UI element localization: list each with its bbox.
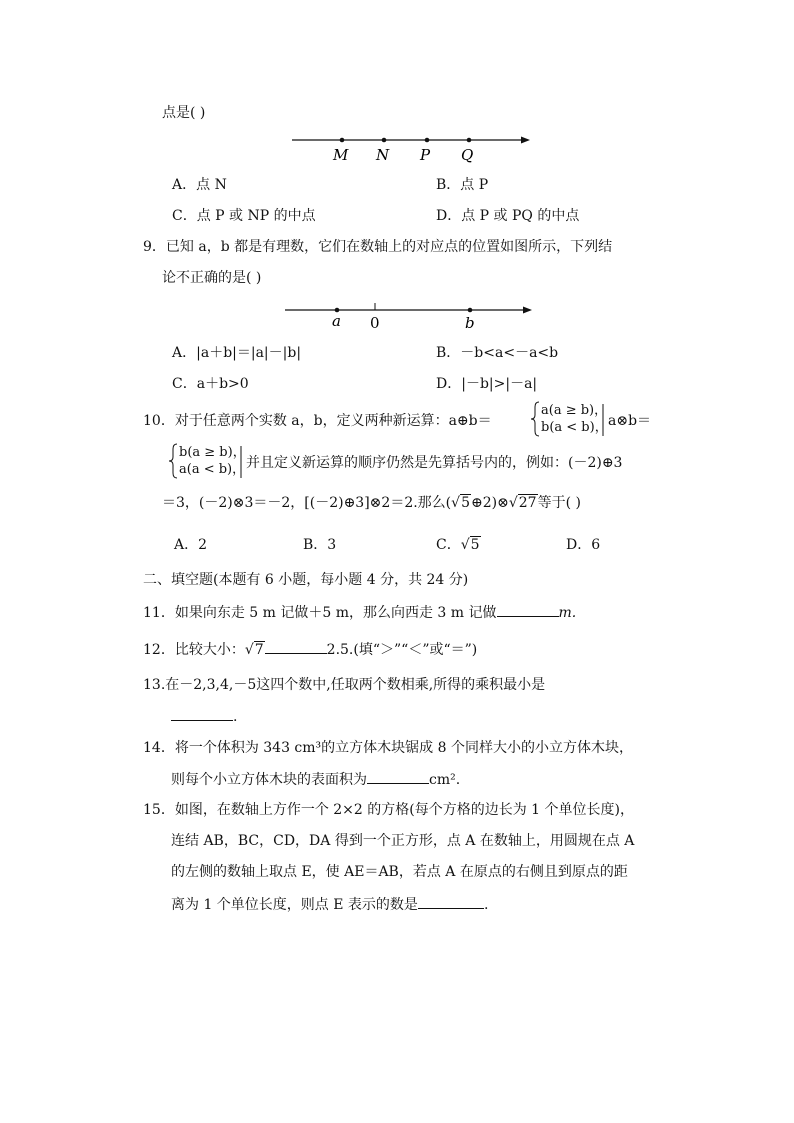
sqrt-sign: √5 xyxy=(451,495,470,511)
q15-line4: 离为 1 个单位长度，则点 E 表示的数是 . xyxy=(171,894,488,915)
q8-point-m xyxy=(340,138,345,143)
q8-option-c: C．点 P 或 NP 的中点 xyxy=(172,208,316,224)
sqrt-sign: √5 xyxy=(460,537,480,553)
q8-point-q xyxy=(467,138,472,143)
q9-point-a xyxy=(335,308,340,313)
q10-otimes-cases xyxy=(179,444,246,478)
q10-oplus-case2: b(a < b)， xyxy=(541,420,608,435)
q10-oplus-case1: a(a ≥ b)， xyxy=(541,403,608,418)
q10-oplus-cases xyxy=(541,402,608,436)
q9-label-b: b xyxy=(465,314,475,332)
q10-otimes-case1: b(a ≥ b)， xyxy=(179,445,246,460)
q15-line3: 的左侧的数轴上取点 E，使 AE＝AB，若点 A 在原点的右侧且到原点的距 xyxy=(171,864,628,880)
answer-blank[interactable] xyxy=(418,894,484,909)
q8-stem-tail: 点是( ) xyxy=(162,105,206,121)
q10-option-b: B．3 xyxy=(303,537,337,553)
sqrt-sign: √7 xyxy=(244,642,264,658)
q15-line2: 连结 AB，BC，CD，DA 得到一个正方形，点 A 在数轴上，用圆规在点 A xyxy=(171,833,635,849)
q10-option-c: C．√5 xyxy=(436,537,480,553)
answer-blank[interactable] xyxy=(171,706,233,721)
answer-blank[interactable] xyxy=(497,602,559,617)
q9-option-b: B．－b<a<－a<b xyxy=(436,345,559,361)
q8-point-p xyxy=(425,138,430,143)
q10-stem-line1: 10．对于任意两个实数 a，b，定义两种新运算：a⊕b＝ xyxy=(143,413,492,429)
q8-option-b: B．点 P xyxy=(436,177,489,193)
q8-label-q: Q xyxy=(461,146,474,164)
q8-label-m: M xyxy=(333,146,349,164)
q8-label-p: P xyxy=(420,146,431,164)
q14-line2: 则每个小立方体木块的表面积为 cm². xyxy=(171,769,460,790)
q9-point-b xyxy=(468,308,473,313)
q9-option-c: C．a＋b>0 xyxy=(172,376,249,392)
q13-line1: 13.在－2,3,4,－5这四个数中,任取两个数相乘,所得的乘积最小是 xyxy=(143,677,546,693)
sqrt-sign: √27 xyxy=(508,495,537,511)
q10-otimes-label: a⊗b＝ xyxy=(608,413,652,429)
q9-label-a: a xyxy=(332,312,341,330)
q10-option-a: A．2 xyxy=(174,537,208,553)
q10-stem-line2: 并且定义新运算的顺序仍然是先算括号内的，例如：(－2)⊕3 xyxy=(246,455,623,471)
q11: 11．如果向东走 5 m 记做＋5 m，那么向西走 3 m 记做 m. xyxy=(143,602,576,623)
q12: 12．比较大小：√7 2.5.(填“＞”“＜”或“＝”) xyxy=(143,639,477,660)
q9-option-d: D．|－b|>|－a| xyxy=(436,376,538,392)
q13-line2: . xyxy=(171,706,237,727)
q9-label-zero: 0 xyxy=(370,314,380,332)
section-heading: 二、填空题(本题有 6 小题，每小题 4 分，共 24 分) xyxy=(143,572,469,588)
q9-stem-line1: 9．已知 a，b 都是有理数，它们在数轴上的对应点的位置如图所示，下列结 xyxy=(143,239,613,255)
q8-option-a: A．点 N xyxy=(172,177,227,193)
q10-stem-line3: ＝3，(－2)⊗3＝－2，[(－2)⊕3]⊗2＝2.那么(√5⊕2)⊗√27等于( ) xyxy=(162,495,581,511)
q8-option-d: D．点 P 或 PQ 的中点 xyxy=(436,208,580,224)
answer-blank[interactable] xyxy=(367,769,429,784)
q10-option-d: D．6 xyxy=(566,537,601,553)
q8-point-n xyxy=(382,138,387,143)
q9-stem-line2: 论不正确的是( ) xyxy=(162,270,262,286)
q15-line1: 15．如图，在数轴上方作一个 2×2 的方格(每个方格的边长为 1 个单位长度)， xyxy=(143,802,634,818)
q14-line1: 14．将一个体积为 343 cm³的立方体木块锯成 8 个同样大小的小立方体木块， xyxy=(143,740,633,756)
q8-label-n: N xyxy=(376,146,390,164)
answer-blank[interactable] xyxy=(265,639,327,654)
q10-otimes-case2: a(a < b)， xyxy=(179,462,246,477)
q9-option-a: A．|a＋b|＝|a|－|b| xyxy=(172,345,302,361)
